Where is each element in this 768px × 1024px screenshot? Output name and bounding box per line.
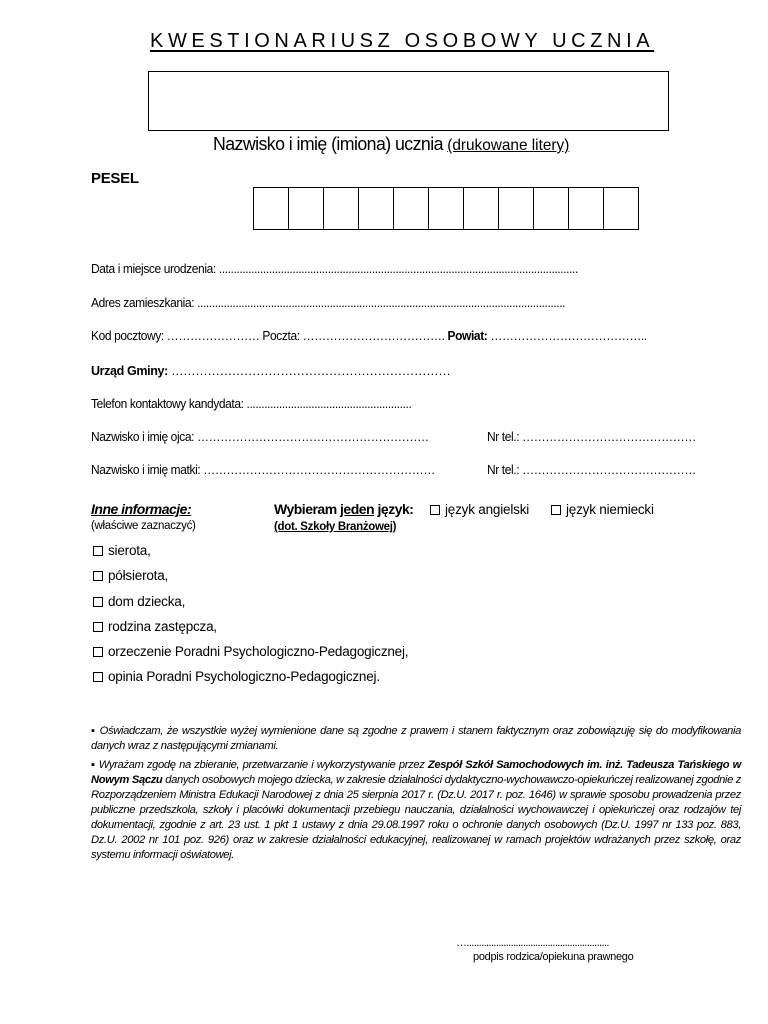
pesel-digit-cell[interactable]	[569, 187, 604, 230]
option-orphanage[interactable]	[93, 594, 185, 609]
language-label-post: język:	[374, 501, 414, 517]
signature-label: podpis rodzica/opiekuna prawnego	[473, 951, 634, 963]
signature-line[interactable]: …..........................................................	[456, 937, 609, 949]
pesel-grid	[253, 187, 639, 230]
student-name-hint: (drukowane litery)	[447, 137, 570, 154]
student-name-field[interactable]	[148, 71, 669, 131]
half-orphan-checkbox[interactable]	[93, 571, 103, 581]
commune-field[interactable]	[91, 363, 450, 378]
german-label: język niemiecki	[566, 502, 654, 517]
other-info-label: Inne informacje:	[91, 501, 192, 517]
pesel-digit-cell[interactable]	[499, 187, 534, 230]
orphan-checkbox[interactable]	[93, 546, 103, 556]
pesel-digit-cell[interactable]	[604, 187, 639, 230]
clinic-opinion-checkbox[interactable]	[93, 672, 103, 682]
birth-field[interactable]: Data i miejsce urodzenia: ..........................................................................................................................	[91, 262, 578, 276]
father-phone-field[interactable]: Nr tel.: ………………………………………	[487, 430, 696, 444]
pesel-digit-cell[interactable]	[359, 187, 394, 230]
language-english-option[interactable]	[430, 502, 529, 517]
student-name-label-text: Nazwisko i imię (imiona) ucznia	[213, 133, 443, 154]
county-dots: …………………………………..	[490, 329, 647, 343]
option-clinic-ruling[interactable]	[93, 644, 408, 659]
father-name-field[interactable]: Nazwisko i imię ojca: ……………………………………………………	[91, 430, 429, 444]
option-orphan[interactable]	[93, 543, 151, 558]
option-foster-family[interactable]	[93, 619, 217, 634]
language-label	[274, 501, 413, 517]
clinic-ruling-checkbox[interactable]	[93, 647, 103, 657]
orphanage-checkbox[interactable]	[93, 597, 103, 607]
postcode-field[interactable]	[91, 329, 647, 343]
language-german-option[interactable]	[551, 502, 654, 517]
declaration-accuracy: ▪ Oświadczam, że wszystkie wyżej wymienione dane są zgodne z prawem i stanem faktycznym oraz zobowiązuję się do modyfikowania danych wraz z następującymi zmianami.	[91, 725, 741, 752]
mother-phone-field[interactable]: Nr tel.: ………………………………………	[487, 463, 696, 477]
pesel-digit-cell[interactable]	[324, 187, 359, 230]
language-label-pre: Wybieram	[274, 501, 341, 517]
option-clinic-opinion[interactable]	[93, 669, 380, 684]
foster-family-label: rodzina zastępcza,	[108, 619, 217, 634]
english-checkbox[interactable]	[430, 505, 440, 515]
phone-field[interactable]: Telefon kontaktowy kandydata: ........................................................	[91, 397, 412, 411]
pesel-digit-cell[interactable]	[464, 187, 499, 230]
language-label-jeden: jeden	[340, 501, 375, 517]
postcode-text: Kod pocztowy: …………………… Poczta: ……………………………….	[91, 329, 445, 343]
pesel-label: PESEL	[91, 170, 139, 187]
clinic-ruling-label: orzeczenie Poradni Psychologiczno-Pedagogicznej,	[108, 644, 409, 659]
consent-text-end: danych osobowych mojego dziecka, w zakresie działalności dydaktyczno-wychowawczo-opiekuńczej realizowanej zgodnie z Rozporządzeniem Ministra Edukacji Narodowej z dnia 25 sierpnia 2017 r. (Dz.U. 2017 r. poz. 1646) w sprawie sposobu prowadzenia przez publiczne przedszkola, szkoły i placówki dokumentacji przebiegu nauczania, działalności wychowawczej i opiekuńczej oraz rodzajów tej dokumentacji, zgodnie z art. 23 ust. 1 pkt 1 ustawy z dnia 29.08.1997 roku o ochronie danych osobowych (Dz.U. 1997 nr 133 poz. 883, Dz.U. 2002 nr 101 poz. 926) oraz w zakresie działalności edukacyjnej, realizowanej w ramach projektów wdrażanych przez szkołę, oraz systemu informacji oświatowej.	[91, 774, 741, 861]
other-info-note: (właściwe zaznaczyć)	[91, 520, 196, 532]
orphan-label: sierota,	[108, 543, 151, 558]
school-name: Zespół Szkół Samochodowych im. inż. Tadeusza Tańskiego w Nowym Sączu	[91, 759, 741, 786]
county-label: Powiat:	[447, 329, 488, 343]
pesel-digit-cell[interactable]	[289, 187, 324, 230]
commune-label: Urząd Gminy:	[91, 363, 168, 378]
orphanage-label: dom dziecka,	[108, 594, 186, 609]
pesel-digit-cell[interactable]	[394, 187, 429, 230]
pesel-digit-cell[interactable]	[534, 187, 569, 230]
declaration-consent	[91, 758, 741, 863]
pesel-digit-cell[interactable]	[429, 187, 464, 230]
form-title: KWESTIONARIUSZ OSOBOWY UCZNIA	[150, 30, 655, 52]
pesel-digit-cell[interactable]	[254, 187, 289, 230]
consent-text-start: ▪ Wyrażam zgodę na zbieranie, przetwarzanie i wykorzystywanie przez	[91, 759, 428, 771]
mother-name-field[interactable]: Nazwisko i imię matki: ……………………………………………………	[91, 463, 435, 477]
language-note: (dot. Szkoły Branżowej)	[274, 521, 397, 533]
half-orphan-label: półsierota,	[108, 568, 169, 583]
commune-dots: ……………………………………………………………	[170, 363, 451, 378]
option-half-orphan[interactable]	[93, 568, 168, 583]
foster-family-checkbox[interactable]	[93, 622, 103, 632]
english-label: język angielski	[445, 502, 530, 517]
clinic-opinion-label: opinia Poradni Psychologiczno-Pedagogicznej.	[108, 669, 380, 684]
german-checkbox[interactable]	[551, 505, 561, 515]
address-field[interactable]: Adres zamieszkania: .............................................................................................................................	[91, 296, 566, 310]
student-name-label	[213, 133, 569, 155]
